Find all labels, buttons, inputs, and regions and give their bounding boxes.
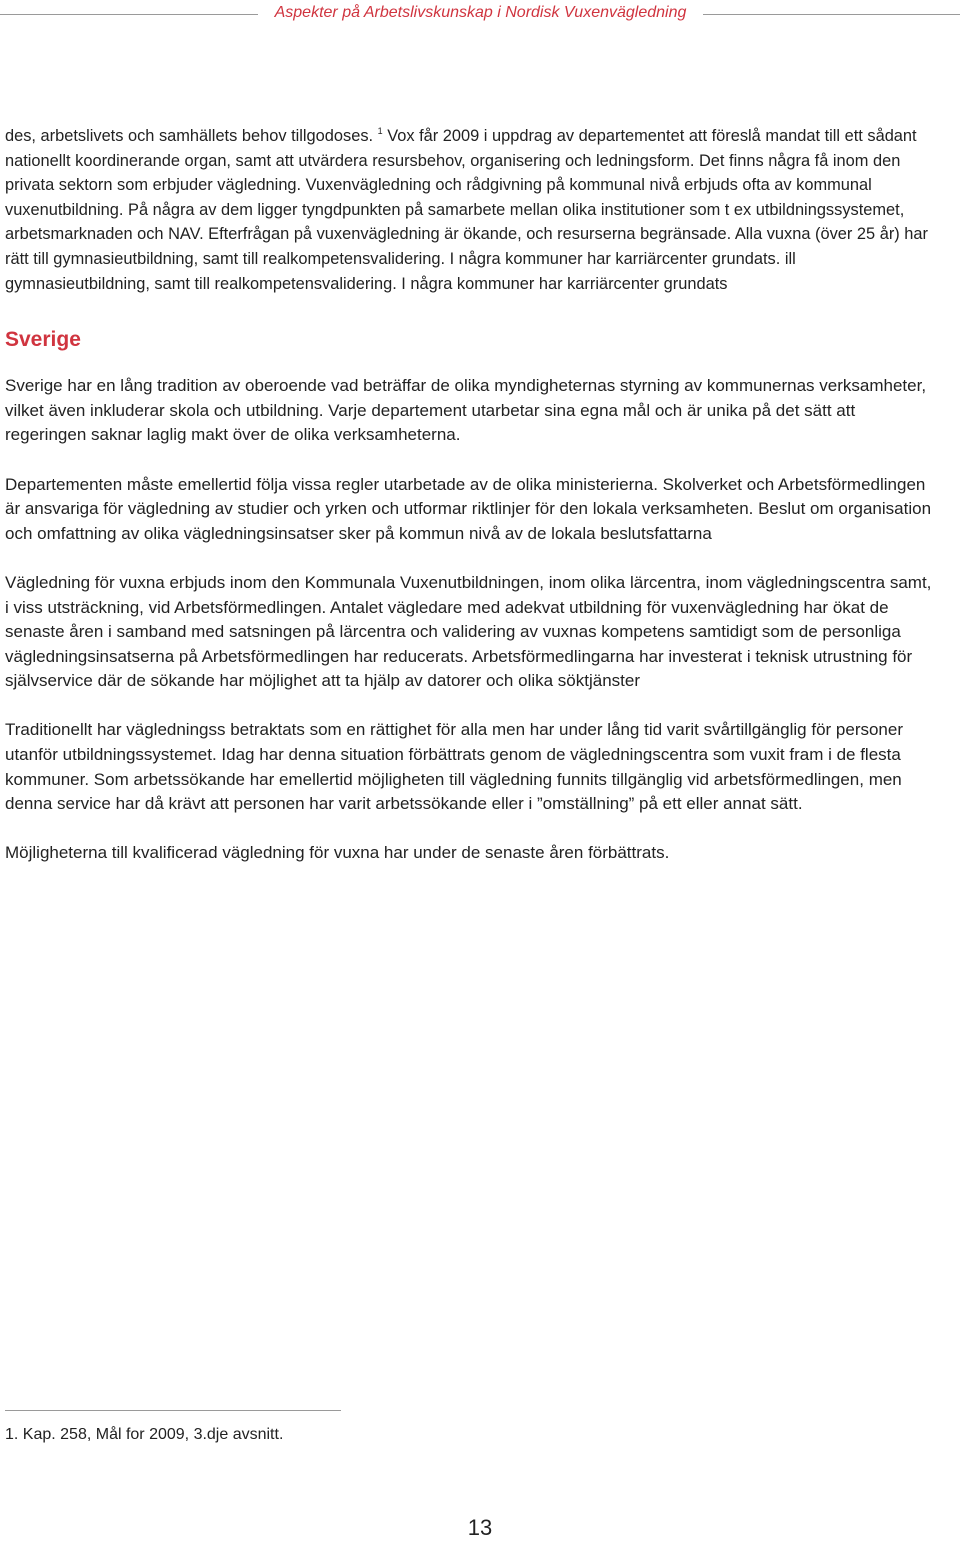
body-paragraph-5: Möjligheterna till kvalificerad vägledning för vuxna har under de senaste åren förbättrats. [5,843,670,863]
footnote-reference[interactable]: 1 [377,126,383,136]
section-heading: Sverige [5,328,81,352]
running-header: Aspekter på Arbetslivskunskap i Nordisk Vuxenvägledning [274,4,687,21]
footnote: 1. Kap. 258, Mål for 2009, 3.dje avsnitt. [5,1426,284,1443]
page-number: 13 [467,1515,493,1540]
header-rule-right [703,14,960,15]
intro-paragraph [5,124,935,296]
intro-text-rest: Vox får 2009 i uppdrag av departementet att föreslå mandat till ett sådant nationellt koordinerande organ, samt att utvärdera resursbehov, organisering och ledningsform. Det finns några få inom den privata sektorn som erbjuder vägledning. Vuxenvägledning och rådgivning på kommunal nivå erbjuds ofta av kommunal vuxenutbildning. På några av dem ligger tyngdpunkten på samarbete mellan olika institutioner som t ex utbildningssystemet, arbetsmarknaden och NAV. Efterfrågan på vuxenvägledning är ökande, och resurserna begränsade. Alla vuxna (över 25 år) har rätt till gymnasieutbildning, samt till realkompetensvalidering. I några kommuner har karriärcenter grundats. ill gymnasieutbildning, samt till realkompetensvalidering. I några kommuner har karriärcenter grundats [5,127,928,293]
body-paragraph-2: Departementen måste emellertid följa vissa regler utarbetade av de olika ministerierna. Skolverket och Arbetsförmedlingen är ansvariga för vägledning av studier och yrken och utformar riktlinjer för den lokala verksamheten. Beslut om organisation och omfattning av olika vägledningsinsatser sker på kommun nivå av de lokala beslutsfattarna [5,474,932,543]
footnote-divider [5,1410,341,1411]
body-paragraph-1: Sverige har en lång tradition av oberoende vad beträffar de olika myndigheternas styrning av kommunernas verksamheter, vilket även inkluderar skola och utbildning. Varje departement utarbetar sina egna mål och är unika på det sätt att regeringen saknar laglig makt över de olika verksamheterna. [5,376,927,445]
body-paragraph-3: Vägledning för vuxna erbjuds inom den Kommunala Vuxenutbildningen, inom olika lärcentra, inom vägledningscentra samt, i viss utsträckning, vid Arbetsförmedlingen. Antalet vägledare med adekvat utbildning för vuxenvägledning har ökat de senaste åren i samband med satsningen på lärcentra och validering av vuxnas kompetens samtidigt som de personliga vägledningsinsatserna på Arbetsförmedlingen har reducerats. Arbetsförmedlingarna har investerat i teknisk utrustning för självservice där de sökande har möjlighet att ta hjälp av datorer och olika söktjänster [5,572,932,691]
page-body [5,124,935,891]
body-paragraph-4: Traditionellt har vägledningss betraktats som en rättighet för alla men har under lång tid varit svårtillgänglig för personer utanför utbildningssystemet. Idag har denna situation förbättrats genom de vägledningscentra som vuxit fram i de flesta kommuner. Som arbetssökande har emellertid möjligheten till vägledning funnits tillgänglig vid arbetsförmedlingen, men denna service har då krävt att personen har varit arbetssökande eller i ”omställning” på ett eller annat sätt. [5,720,904,814]
header-rule-left [0,14,258,15]
intro-text-start: des, arbetslivets och samhällets behov tillgodoses. [5,127,378,145]
